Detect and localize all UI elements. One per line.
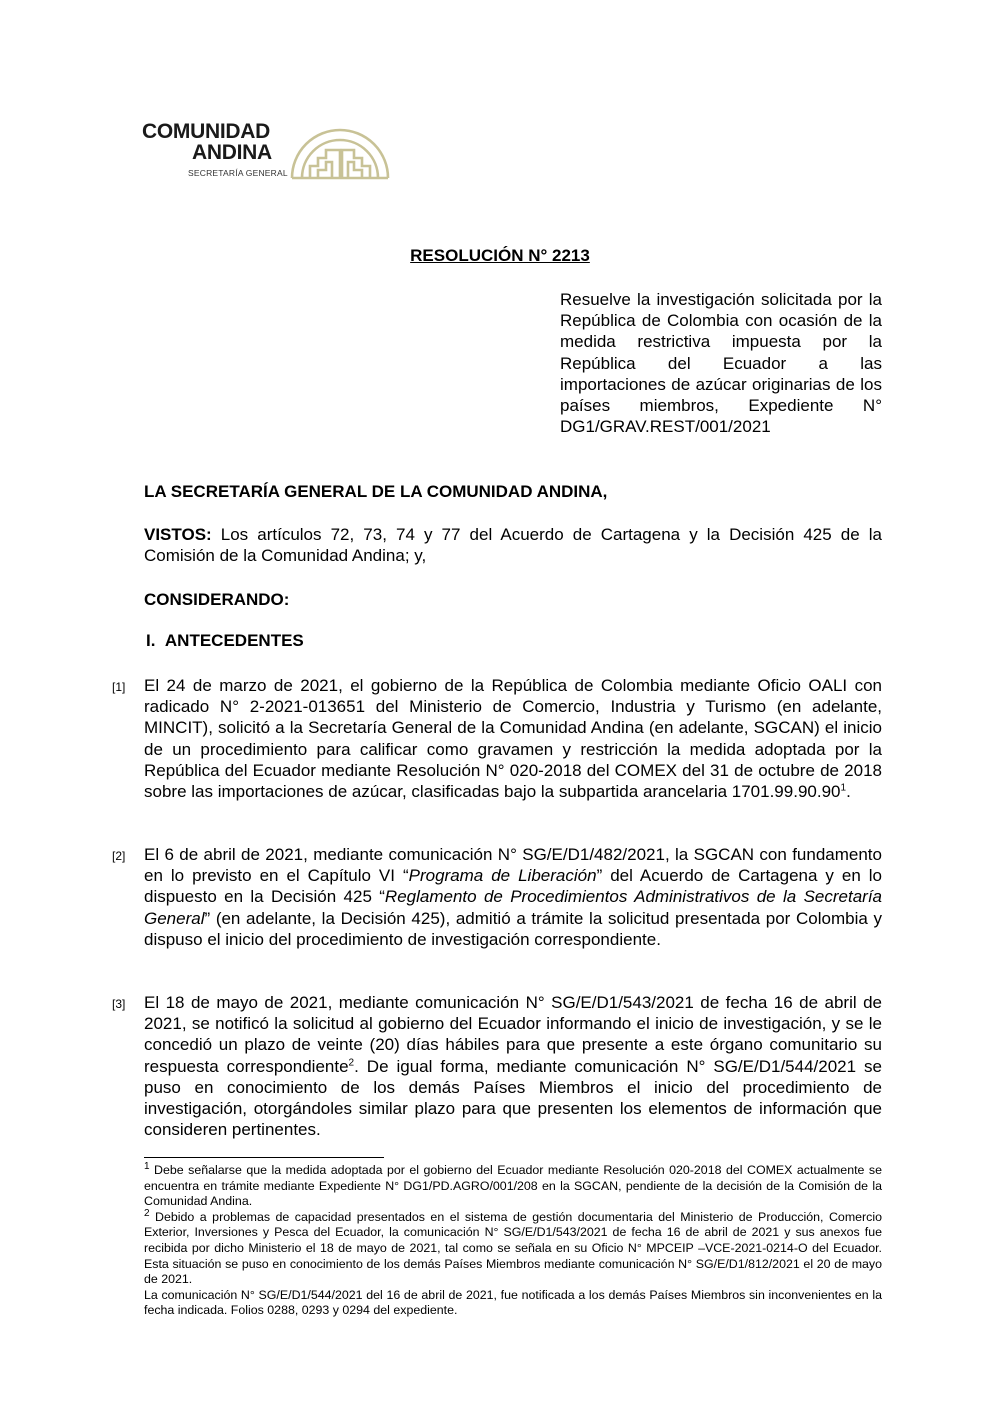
issuer-heading: LA SECRETARÍA GENERAL DE LA COMUNIDAD ANDINA, bbox=[144, 482, 608, 501]
paragraph-number: [3] bbox=[112, 997, 126, 1011]
footnote-ref-2: 2 bbox=[348, 1056, 355, 1068]
resolution-summary: Resuelve la investigación solicitada por la República de Colombia con ocasión de la medida restrictiva impuesta por la República del Ecuador a las importaciones de azúcar originarias de los países miembros, Expediente N° DG1/GRAV.REST/001/2021 bbox=[560, 290, 882, 437]
paragraph-1 bbox=[144, 675, 882, 802]
logo-line-comunidad: COMUNIDAD bbox=[142, 120, 270, 143]
logo-line-andina: ANDINA bbox=[192, 141, 272, 164]
footnote-1 bbox=[144, 1160, 882, 1210]
logo-line-secretaria: SECRETARÍA GENERAL bbox=[188, 168, 288, 178]
paragraph-3-text-b: . De igual forma, mediante comunicación N° SG/E/D1/544/2021 se puso en conocimiento de los demás Países Miembros el inicio del procedimiento de investigación, otorgándoles similar plazo para que presenten los elementos de información que consideren pertinentes. bbox=[144, 1056, 883, 1140]
paragraph-2-text-e: ” (en adelante, la Decisión 425), admitió a trámite la solicitud presentada por Colombia y dispuso el inicio del procedimiento de investigación correspondiente. bbox=[144, 908, 882, 949]
footnote-2-marker: 2 bbox=[144, 1207, 150, 1219]
paragraph-2-text-a: El 6 de abril de 2021, mediante comunicación N° SG/E/D1/482/2021, la SGCAN con fundamento en lo previsto en el Capítulo VI “ bbox=[144, 845, 882, 886]
paragraph-1-text: El 24 de marzo de 2021, el gobierno de la República de Colombia mediante Oficio OALI con radicado N° 2-2021-013651 del Ministerio de Comercio, Industria y Turismo (en adelante, MINCIT), solicitó a la Secretaría General de la Comunidad Andina (en adelante, SGCAN) el inicio de un procedimiento para calificar como gravamen y restricción la medida adoptada por la República del Ecuador mediante Resolución N° 020-2018 del COMEX del 31 de octubre de 2018 sobre las importaciones de azúcar, clasificadas bajo la subpartida arancelaria 1701.99.90.90 bbox=[144, 676, 882, 802]
footnote-separator bbox=[144, 1157, 384, 1158]
paragraph-number: [1] bbox=[112, 680, 126, 694]
comunidad-andina-logo bbox=[142, 120, 394, 182]
section-number: I. bbox=[146, 631, 156, 650]
footnote-1-text: Debe señalarse que la medida adoptada por el gobierno del Ecuador mediante Resolución 020-2018 del COMEX actualmente se encuentra en trámite mediante Expediente N° DG1/PD.AGRO/001/208 en la SGCAN, pendiente de la decisión de la Comisión de la Comunidad Andina. bbox=[144, 1163, 882, 1209]
vistos-text: Los artículos 72, 73, 74 y 77 del Acuerdo de Cartagena y la Decisión 425 de la Comisión de la Comunidad Andina; y, bbox=[144, 525, 882, 566]
section-heading bbox=[146, 631, 304, 651]
vistos-paragraph bbox=[144, 524, 882, 566]
footnote-2-text: Debido a problemas de capacidad presentados en el sistema de gestión documentaria del Ministerio de Producción, Comercio Exterior, Inversiones y Pesca del Ecuador, la comunicación N° SG/E/D1/543/2021 de fecha 16 de abril de 2021 y sus anexos fue recibida por dicho Ministerio el 18 de mayo de 2021, tal como se señala en su Oficio N° MPCEIP –VCE-2021-0214-O del Ecuador. Esta situación se puso en conocimiento de los demás Países Miembros mediante comunicación N° SG/E/D1/812/2021 el 20 de mayo de 2021. bbox=[144, 1209, 882, 1287]
vistos-label: VISTOS: bbox=[144, 525, 212, 544]
paragraph-1-end: . bbox=[846, 782, 851, 802]
resolution-title: RESOLUCIÓN N° 2213 bbox=[410, 246, 590, 265]
footnote-1-marker: 1 bbox=[144, 1160, 150, 1172]
footnote-2-continuation-text: La comunicación N° SG/E/D1/544/2021 del 16 de abril de 2021, fue notificada a los demás Países Miembros sin inconvenientes en la fecha indicada. Folios 0288, 0293 y 0294 del expediente. bbox=[144, 1287, 882, 1318]
section-title: ANTECEDENTES bbox=[164, 631, 304, 650]
paragraph-2-italic-d: Reglamento de Procedimientos Administrativos de la Secretaría General bbox=[144, 887, 882, 928]
paragraph-2-italic-a: Programa de Liberación bbox=[408, 866, 597, 886]
paragraph-3-text-a: El 18 de mayo de 2021, mediante comunicación N° SG/E/D1/543/2021 de fecha 16 de abril de 2021, se notificó la solicitud al gobierno del Ecuador informando el inicio de investigación, y se le concedió un plazo de veinte (20) días hábiles para que presente a este órgano comunitario su respuesta correspondiente bbox=[144, 993, 882, 1076]
considerando-heading: CONSIDERANDO: bbox=[144, 590, 290, 609]
paragraph-number: [2] bbox=[112, 849, 126, 863]
footnotes bbox=[144, 1160, 882, 1319]
andean-arch-logo-icon bbox=[286, 120, 394, 180]
footnote-2 bbox=[144, 1207, 882, 1288]
paragraph-3 bbox=[144, 992, 882, 1140]
footnote-2-continuation bbox=[144, 1288, 882, 1319]
paragraph-2 bbox=[144, 844, 882, 950]
footnote-ref-1: 1 bbox=[840, 782, 847, 794]
paragraph-2-text-c: ” del Acuerdo de Cartagena y en lo dispuesto en la Decisión 425 “ bbox=[144, 866, 882, 907]
